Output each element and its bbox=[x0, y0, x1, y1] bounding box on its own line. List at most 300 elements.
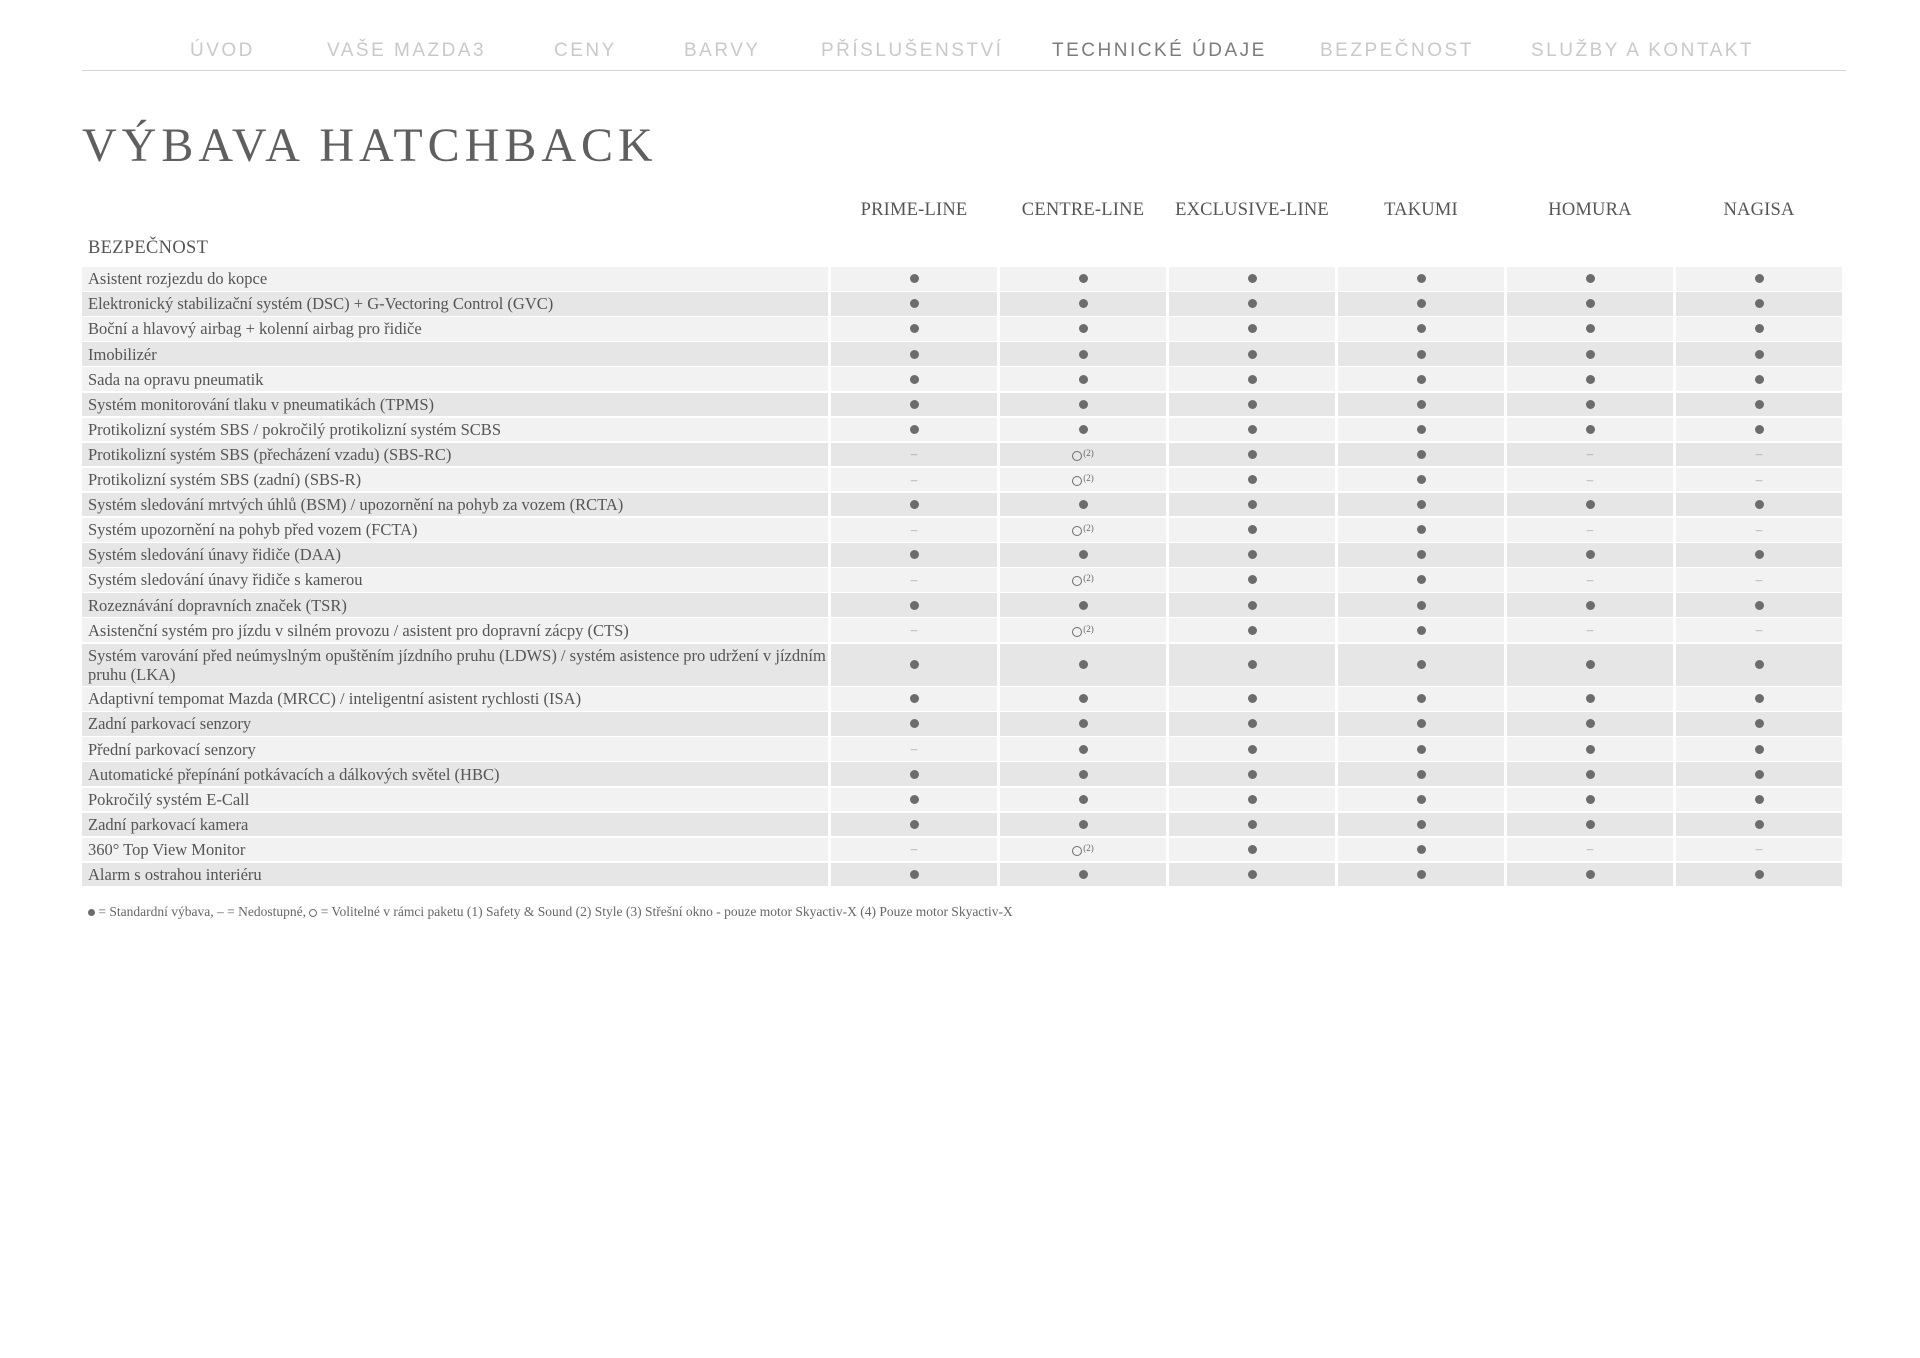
table-cell bbox=[831, 367, 997, 391]
table-cell bbox=[1000, 367, 1166, 391]
standard-dot-icon bbox=[1248, 601, 1257, 610]
table-row bbox=[82, 644, 1848, 686]
standard-dot-icon bbox=[1417, 350, 1426, 359]
optional-footnote-ref: (2) bbox=[1083, 842, 1094, 853]
nav-item-sluzby-a-kontakt[interactable]: SLUŽBY A KONTAKT bbox=[1531, 40, 1755, 61]
standard-dot-icon bbox=[1417, 845, 1426, 854]
unavailable-dash: – bbox=[1586, 471, 1594, 487]
standard-dot-icon bbox=[1417, 626, 1426, 635]
table-row bbox=[82, 493, 1848, 517]
standard-dot-icon bbox=[1755, 324, 1764, 333]
table-cell bbox=[1338, 788, 1504, 812]
standard-dot-icon bbox=[1586, 500, 1595, 509]
table-cell bbox=[1169, 518, 1335, 542]
table-cell bbox=[1338, 813, 1504, 837]
standard-dot-icon bbox=[1248, 745, 1257, 754]
table-row bbox=[82, 518, 1848, 542]
table-cell bbox=[1169, 292, 1335, 316]
table-cell bbox=[1000, 618, 1166, 642]
table-cell bbox=[1676, 813, 1842, 837]
table-row bbox=[82, 618, 1848, 642]
table-cell bbox=[1507, 443, 1673, 467]
table-row bbox=[82, 863, 1848, 887]
table-cell bbox=[1676, 712, 1842, 736]
table-cell bbox=[1169, 493, 1335, 517]
table-cell bbox=[831, 267, 997, 291]
table-cell bbox=[1338, 317, 1504, 341]
row-label: Systém monitorování tlaku v pneumatikách (TPMS) bbox=[82, 393, 828, 417]
standard-dot-icon bbox=[1417, 324, 1426, 333]
table-cell bbox=[1338, 644, 1504, 686]
table-cell bbox=[1000, 317, 1166, 341]
standard-dot-icon bbox=[1755, 425, 1764, 434]
table-cell bbox=[1169, 393, 1335, 417]
unavailable-dash: – bbox=[910, 741, 918, 757]
nav-item-ceny[interactable]: CENY bbox=[554, 40, 617, 61]
standard-dot-icon bbox=[1079, 500, 1088, 509]
table-cell bbox=[1000, 712, 1166, 736]
table-cell bbox=[831, 644, 997, 686]
standard-dot-icon bbox=[1417, 500, 1426, 509]
optional-mark bbox=[1072, 448, 1094, 461]
standard-dot-icon bbox=[1248, 299, 1257, 308]
standard-dot-icon bbox=[1755, 274, 1764, 283]
table-cell bbox=[1507, 468, 1673, 492]
standard-dot-icon bbox=[910, 274, 919, 283]
standard-dot-icon bbox=[1755, 660, 1764, 669]
optional-mark bbox=[1072, 473, 1094, 486]
optional-mark bbox=[1072, 573, 1094, 586]
standard-dot-icon bbox=[1586, 299, 1595, 308]
table-cell bbox=[831, 418, 997, 442]
table-cell bbox=[1676, 267, 1842, 291]
standard-dot-icon bbox=[1417, 400, 1426, 409]
table-cell bbox=[1507, 317, 1673, 341]
table-cell bbox=[1169, 468, 1335, 492]
table-cell bbox=[1676, 443, 1842, 467]
nav-item-bezpecnost[interactable]: BEZPEČNOST bbox=[1320, 40, 1474, 61]
table-cell bbox=[1676, 342, 1842, 366]
standard-dot-icon bbox=[1079, 274, 1088, 283]
table-cell bbox=[1676, 493, 1842, 517]
standard-dot-icon bbox=[1755, 770, 1764, 779]
standard-dot-icon bbox=[1248, 525, 1257, 534]
standard-dot-icon bbox=[1755, 400, 1764, 409]
standard-dot-icon bbox=[1079, 745, 1088, 754]
standard-dot-icon bbox=[910, 500, 919, 509]
row-label: Systém upozornění na pohyb před vozem (FCTA) bbox=[82, 518, 828, 542]
table-cell bbox=[1169, 568, 1335, 592]
table-cell bbox=[1000, 687, 1166, 711]
unavailable-dash: – bbox=[1755, 571, 1763, 587]
standard-dot-icon bbox=[1417, 575, 1426, 584]
table-cell bbox=[1338, 393, 1504, 417]
standard-dot-icon bbox=[910, 719, 919, 728]
standard-dot-icon bbox=[1079, 425, 1088, 434]
table-cell bbox=[1676, 687, 1842, 711]
table-cell bbox=[1507, 593, 1673, 617]
table-row bbox=[82, 788, 1848, 812]
unavailable-dash: – bbox=[1755, 521, 1763, 537]
standard-dot-icon bbox=[910, 375, 919, 384]
table-cell bbox=[831, 737, 997, 761]
table-cell bbox=[1169, 267, 1335, 291]
unavailable-dash: – bbox=[910, 571, 918, 587]
table-cell bbox=[831, 493, 997, 517]
table-row bbox=[82, 737, 1848, 761]
table-cell bbox=[831, 317, 997, 341]
table-cell bbox=[1676, 737, 1842, 761]
table-cell bbox=[1000, 267, 1166, 291]
table-cell bbox=[1507, 687, 1673, 711]
standard-dot-icon bbox=[1079, 795, 1088, 804]
row-label: Protikolizní systém SBS / pokročilý protikolizní systém SCBS bbox=[82, 418, 828, 442]
table-cell bbox=[1169, 762, 1335, 786]
unavailable-dash: – bbox=[1755, 622, 1763, 638]
table-row bbox=[82, 317, 1848, 341]
table-cell bbox=[1507, 292, 1673, 316]
standard-dot-icon bbox=[910, 660, 919, 669]
standard-dot-icon bbox=[1248, 425, 1257, 434]
row-label: Systém sledování únavy řidiče s kamerou bbox=[82, 568, 828, 592]
table-cell bbox=[1000, 468, 1166, 492]
standard-dot-icon bbox=[1755, 550, 1764, 559]
standard-dot-icon bbox=[1417, 820, 1426, 829]
standard-dot-icon bbox=[1248, 475, 1257, 484]
table-cell bbox=[831, 813, 997, 837]
row-label: Protikolizní systém SBS (přecházení vzadu) (SBS-RC) bbox=[82, 443, 828, 467]
table-cell bbox=[1000, 543, 1166, 567]
column-header-takumi: TAKUMI bbox=[1384, 200, 1458, 220]
nav-item-vase-mazda3[interactable]: VAŠE MAZDA3 bbox=[327, 40, 487, 61]
table-cell bbox=[1338, 618, 1504, 642]
column-header-nagisa: NAGISA bbox=[1723, 200, 1795, 220]
standard-dot-icon bbox=[1586, 870, 1595, 879]
table-cell bbox=[1169, 418, 1335, 442]
table-cell bbox=[1000, 393, 1166, 417]
table-cell bbox=[1338, 468, 1504, 492]
table-cell bbox=[1169, 342, 1335, 366]
standard-dot-icon bbox=[910, 601, 919, 610]
optional-footnote-ref: (2) bbox=[1083, 447, 1094, 458]
table-cell bbox=[1507, 618, 1673, 642]
table-cell bbox=[1000, 863, 1166, 887]
optional-circle-icon bbox=[1072, 451, 1082, 461]
table-row bbox=[82, 543, 1848, 567]
table-cell bbox=[1676, 468, 1842, 492]
standard-dot-icon bbox=[1586, 795, 1595, 804]
table-cell bbox=[1676, 317, 1842, 341]
standard-dot-icon bbox=[1079, 400, 1088, 409]
legend-footnote bbox=[88, 904, 1013, 920]
standard-dot-icon bbox=[1586, 400, 1595, 409]
table-cell bbox=[1338, 518, 1504, 542]
standard-dot-icon bbox=[1248, 324, 1257, 333]
standard-dot-icon bbox=[1248, 500, 1257, 509]
standard-dot-icon bbox=[1248, 350, 1257, 359]
table-cell bbox=[1000, 644, 1166, 686]
optional-mark bbox=[1072, 843, 1094, 856]
standard-dot-icon bbox=[1079, 324, 1088, 333]
standard-dot-icon bbox=[910, 795, 919, 804]
table-cell bbox=[1169, 737, 1335, 761]
row-label: Systém varování před neúmyslným opuštěním jízdního pruhu (LDWS) / systém asistence pro udržení v jízdním pruhu (LKA) bbox=[82, 644, 828, 686]
standard-dot-icon bbox=[1417, 719, 1426, 728]
standard-dot-icon bbox=[1079, 550, 1088, 559]
row-label: Alarm s ostrahou interiéru bbox=[82, 863, 828, 887]
table-cell bbox=[1338, 292, 1504, 316]
standard-dot-icon bbox=[1248, 795, 1257, 804]
standard-dot-icon bbox=[1248, 719, 1257, 728]
standard-dot-icon bbox=[1755, 299, 1764, 308]
table-cell bbox=[1000, 342, 1166, 366]
standard-dot-icon bbox=[1079, 694, 1088, 703]
unavailable-dash: – bbox=[1755, 841, 1763, 857]
table-cell bbox=[1338, 267, 1504, 291]
table-cell bbox=[1000, 593, 1166, 617]
table-row bbox=[82, 468, 1848, 492]
table-cell bbox=[831, 342, 997, 366]
legend-standard-text: = Standardní výbava, – = Nedostupné, bbox=[95, 904, 310, 919]
standard-dot-icon bbox=[1417, 525, 1426, 534]
table-cell bbox=[1000, 762, 1166, 786]
standard-dot-icon bbox=[1079, 770, 1088, 779]
row-label: Imobilizér bbox=[82, 342, 828, 366]
table-cell bbox=[1338, 687, 1504, 711]
standard-dot-icon bbox=[910, 400, 919, 409]
table-cell bbox=[1338, 443, 1504, 467]
nav-item-barvy[interactable]: BARVY bbox=[684, 40, 761, 61]
row-label: Asistenční systém pro jízdu v silném provozu / asistent pro dopravní zácpy (CTS) bbox=[82, 618, 828, 642]
row-label: Systém sledování mrtvých úhlů (BSM) / upozornění na pohyb za vozem (RCTA) bbox=[82, 493, 828, 517]
standard-dot-icon bbox=[1079, 375, 1088, 384]
standard-dot-icon bbox=[910, 350, 919, 359]
table-cell bbox=[1000, 518, 1166, 542]
table-cell bbox=[1338, 762, 1504, 786]
optional-circle-icon bbox=[1072, 627, 1082, 637]
standard-dot-icon bbox=[1248, 694, 1257, 703]
row-label: Zadní parkovací senzory bbox=[82, 712, 828, 736]
standard-dot-icon bbox=[1586, 375, 1595, 384]
optional-circle-icon bbox=[1072, 526, 1082, 536]
table-cell bbox=[831, 543, 997, 567]
standard-dot-icon bbox=[1417, 475, 1426, 484]
table-cell bbox=[1507, 762, 1673, 786]
standard-dot-icon bbox=[1248, 770, 1257, 779]
table-cell bbox=[1507, 568, 1673, 592]
standard-dot-icon bbox=[1248, 820, 1257, 829]
table-cell bbox=[1507, 493, 1673, 517]
table-cell bbox=[831, 863, 997, 887]
table-row bbox=[82, 687, 1848, 711]
table-row bbox=[82, 762, 1848, 786]
standard-dot-icon bbox=[1755, 375, 1764, 384]
table-cell bbox=[1000, 788, 1166, 812]
unavailable-dash: – bbox=[910, 521, 918, 537]
row-label: Zadní parkovací kamera bbox=[82, 813, 828, 837]
standard-dot-icon bbox=[88, 909, 95, 916]
standard-dot-icon bbox=[1417, 375, 1426, 384]
table-cell bbox=[1169, 813, 1335, 837]
standard-dot-icon bbox=[1586, 770, 1595, 779]
table-cell bbox=[1676, 644, 1842, 686]
optional-mark bbox=[1072, 624, 1094, 637]
standard-dot-icon bbox=[910, 770, 919, 779]
table-cell bbox=[1676, 568, 1842, 592]
nav-item-technicke-udaje[interactable]: TECHNICKÉ ÚDAJE bbox=[1052, 40, 1267, 61]
row-label: Asistent rozjezdu do kopce bbox=[82, 267, 828, 291]
table-cell bbox=[1000, 838, 1166, 862]
nav-item-prislusenstvi[interactable]: PŘÍSLUŠENSTVÍ bbox=[821, 40, 1004, 61]
row-label: Systém sledování únavy řidiče (DAA) bbox=[82, 543, 828, 567]
table-cell bbox=[831, 292, 997, 316]
column-header-exclusive-line: EXCLUSIVE-LINE bbox=[1175, 200, 1329, 220]
table-cell bbox=[1338, 737, 1504, 761]
standard-dot-icon bbox=[910, 324, 919, 333]
section-heading: BEZPEČNOST bbox=[88, 238, 209, 258]
table-cell bbox=[1169, 618, 1335, 642]
unavailable-dash: – bbox=[1586, 521, 1594, 537]
table-cell bbox=[1676, 762, 1842, 786]
optional-mark bbox=[1072, 523, 1094, 536]
table-cell bbox=[1000, 292, 1166, 316]
table-row bbox=[82, 267, 1848, 291]
table-cell bbox=[1507, 788, 1673, 812]
table-cell bbox=[1507, 863, 1673, 887]
standard-dot-icon bbox=[1248, 870, 1257, 879]
standard-dot-icon bbox=[1248, 660, 1257, 669]
standard-dot-icon bbox=[1755, 719, 1764, 728]
standard-dot-icon bbox=[1755, 500, 1764, 509]
row-label: Sada na opravu pneumatik bbox=[82, 367, 828, 391]
standard-dot-icon bbox=[1586, 820, 1595, 829]
table-cell bbox=[831, 393, 997, 417]
table-cell bbox=[1676, 838, 1842, 862]
table-cell bbox=[1676, 788, 1842, 812]
unavailable-dash: – bbox=[1586, 841, 1594, 857]
standard-dot-icon bbox=[1586, 350, 1595, 359]
table-cell bbox=[1676, 292, 1842, 316]
standard-dot-icon bbox=[1755, 350, 1764, 359]
standard-dot-icon bbox=[1417, 299, 1426, 308]
table-cell bbox=[1507, 518, 1673, 542]
table-row bbox=[82, 568, 1848, 592]
standard-dot-icon bbox=[1755, 870, 1764, 879]
standard-dot-icon bbox=[1417, 425, 1426, 434]
table-row bbox=[82, 393, 1848, 417]
table-cell bbox=[1338, 838, 1504, 862]
table-cell bbox=[1676, 593, 1842, 617]
table-cell bbox=[831, 593, 997, 617]
standard-dot-icon bbox=[1248, 626, 1257, 635]
standard-dot-icon bbox=[910, 299, 919, 308]
table-cell bbox=[1338, 342, 1504, 366]
column-header-prime-line: PRIME-LINE bbox=[860, 200, 968, 220]
standard-dot-icon bbox=[1755, 601, 1764, 610]
unavailable-dash: – bbox=[1755, 446, 1763, 462]
top-navigation bbox=[82, 30, 1846, 71]
standard-dot-icon bbox=[1248, 845, 1257, 854]
table-cell bbox=[831, 568, 997, 592]
standard-dot-icon bbox=[1417, 745, 1426, 754]
table-cell bbox=[1000, 568, 1166, 592]
table-cell bbox=[1169, 543, 1335, 567]
standard-dot-icon bbox=[1417, 550, 1426, 559]
standard-dot-icon bbox=[1586, 660, 1595, 669]
column-header-centre-line: CENTRE-LINE bbox=[1021, 200, 1145, 220]
table-cell bbox=[1338, 367, 1504, 391]
standard-dot-icon bbox=[910, 425, 919, 434]
row-label: Elektronický stabilizační systém (DSC) + G-Vectoring Control (GVC) bbox=[82, 292, 828, 316]
standard-dot-icon bbox=[1248, 400, 1257, 409]
unavailable-dash: – bbox=[1755, 471, 1763, 487]
table-cell bbox=[1507, 418, 1673, 442]
standard-dot-icon bbox=[1079, 601, 1088, 610]
table-cell bbox=[831, 712, 997, 736]
table-cell bbox=[1000, 813, 1166, 837]
standard-dot-icon bbox=[1755, 694, 1764, 703]
optional-footnote-ref: (2) bbox=[1083, 523, 1094, 534]
table-cell bbox=[831, 618, 997, 642]
standard-dot-icon bbox=[1586, 719, 1595, 728]
optional-circle-icon bbox=[1072, 846, 1082, 856]
standard-dot-icon bbox=[1079, 660, 1088, 669]
nav-item-uvod[interactable]: ÚVOD bbox=[190, 40, 255, 61]
standard-dot-icon bbox=[1248, 375, 1257, 384]
table-cell bbox=[1338, 543, 1504, 567]
row-label: Pokročilý systém E-Call bbox=[82, 788, 828, 812]
table-cell bbox=[831, 443, 997, 467]
unavailable-dash: – bbox=[1586, 446, 1594, 462]
table-cell bbox=[1000, 737, 1166, 761]
table-row bbox=[82, 593, 1848, 617]
table-cell bbox=[831, 687, 997, 711]
table-cell bbox=[831, 468, 997, 492]
unavailable-dash: – bbox=[910, 471, 918, 487]
standard-dot-icon bbox=[1417, 795, 1426, 804]
standard-dot-icon bbox=[1248, 550, 1257, 559]
standard-dot-icon bbox=[1586, 745, 1595, 754]
table-cell bbox=[1000, 418, 1166, 442]
standard-dot-icon bbox=[910, 550, 919, 559]
table-cell bbox=[1000, 443, 1166, 467]
table-cell bbox=[1169, 443, 1335, 467]
table-cell bbox=[1676, 367, 1842, 391]
table-cell bbox=[1676, 543, 1842, 567]
optional-footnote-ref: (2) bbox=[1083, 573, 1094, 584]
page-title: VÝBAVA HATCHBACK bbox=[82, 119, 658, 172]
table-cell bbox=[1507, 543, 1673, 567]
row-label: Adaptivní tempomat Mazda (MRCC) / inteligentní asistent rychlosti (ISA) bbox=[82, 687, 828, 711]
table-cell bbox=[1169, 367, 1335, 391]
unavailable-dash: – bbox=[910, 841, 918, 857]
table-cell bbox=[831, 518, 997, 542]
standard-dot-icon bbox=[1586, 324, 1595, 333]
table-row bbox=[82, 838, 1848, 862]
table-cell bbox=[1507, 737, 1673, 761]
standard-dot-icon bbox=[1079, 820, 1088, 829]
standard-dot-icon bbox=[1079, 719, 1088, 728]
table-cell bbox=[1507, 838, 1673, 862]
standard-dot-icon bbox=[910, 820, 919, 829]
table-cell bbox=[1507, 342, 1673, 366]
standard-dot-icon bbox=[1417, 601, 1426, 610]
table-cell bbox=[1169, 317, 1335, 341]
row-label: 360° Top View Monitor bbox=[82, 838, 828, 862]
standard-dot-icon bbox=[1586, 550, 1595, 559]
standard-dot-icon bbox=[1417, 450, 1426, 459]
table-cell bbox=[1676, 863, 1842, 887]
